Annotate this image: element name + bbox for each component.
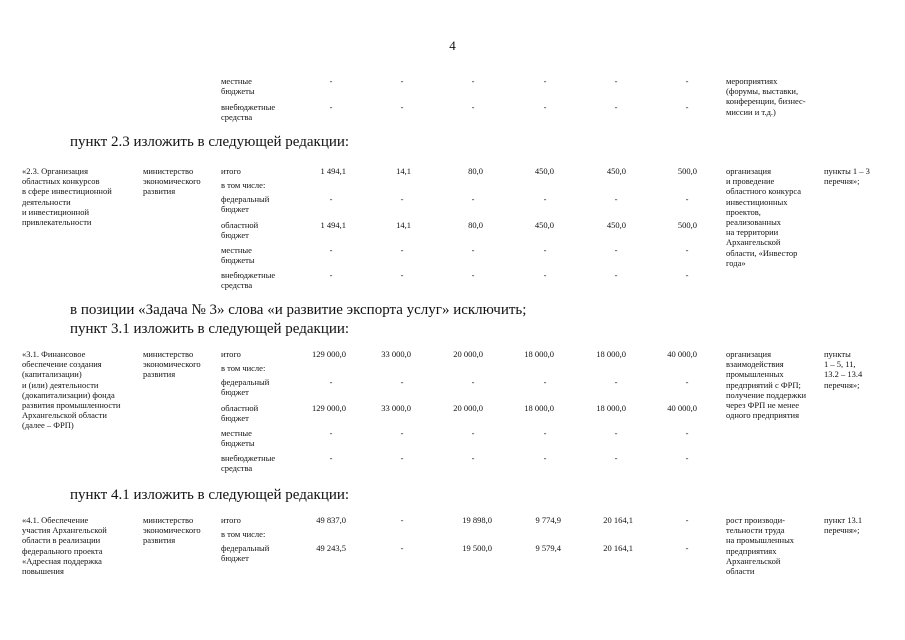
- value-year-3: -: [543, 377, 547, 387]
- value-total: 1 494,1: [320, 220, 346, 230]
- value-total: -: [329, 428, 333, 438]
- value-year-3: 18 000,0: [524, 403, 554, 413]
- value-year-1: -: [400, 428, 404, 438]
- value-year-2: -: [471, 102, 475, 112]
- value-year-5: -: [685, 194, 689, 204]
- value-year-4: -: [614, 270, 618, 280]
- measure-result: рост производи- тельности труда на промышленных предприятиях Архангельской области: [726, 515, 795, 577]
- value-year-1: -: [400, 194, 404, 204]
- value-year-4: -: [614, 377, 618, 387]
- value-total: -: [329, 453, 333, 463]
- value-year-2: -: [471, 270, 475, 280]
- funding-source: итого: [221, 349, 241, 359]
- funding-source: федеральный бюджет: [221, 194, 270, 215]
- value-year-5: -: [685, 270, 689, 280]
- funding-source: внебюджетные средства: [221, 102, 276, 123]
- value-total: -: [329, 76, 333, 86]
- value-year-3: -: [543, 102, 547, 112]
- executor: министерство экономического развития: [143, 166, 201, 197]
- value-total: 1 494,1: [320, 166, 346, 176]
- funding-source: в том числе:: [221, 363, 266, 373]
- funding-source: в том числе:: [221, 529, 266, 539]
- value-year-3: 18 000,0: [524, 349, 554, 359]
- measure-name: «3.1. Финансовое обеспечение создания (капитализации) и (или) деятельности (докапитализации) фонда развития промышленности Архангельской области (далее – ФРП): [22, 349, 121, 431]
- value-year-3: 450,0: [534, 220, 554, 230]
- funding-source: итого: [221, 515, 241, 525]
- value-year-1: 14,1: [396, 166, 411, 176]
- value-year-4: 450,0: [606, 166, 626, 176]
- value-year-2: -: [471, 76, 475, 86]
- funding-source: в том числе:: [221, 180, 266, 190]
- heading-item-3-1: пункт 3.1 изложить в следующей редакции:: [70, 321, 350, 337]
- value-year-3: -: [543, 194, 547, 204]
- value-year-4: 18 000,0: [596, 403, 626, 413]
- value-total: -: [329, 377, 333, 387]
- table-block-3-1: [0, 349, 905, 474]
- table-block-4-1: [0, 515, 905, 581]
- top-section: [0, 76, 905, 126]
- funding-source: внебюджетные средства: [221, 453, 276, 474]
- value-total: 129 000,0: [312, 349, 346, 359]
- value-year-3: -: [543, 270, 547, 280]
- value-year-1: -: [400, 76, 404, 86]
- executor: министерство экономического развития: [143, 515, 201, 546]
- value-year-1: -: [400, 453, 404, 463]
- value-year-5: 500,0: [677, 166, 697, 176]
- value-year-3: 450,0: [534, 166, 554, 176]
- value-year-1: -: [400, 543, 404, 553]
- value-year-5: 40 000,0: [667, 403, 697, 413]
- measure-result: организация взаимодействия промышленных предприятий с ФРП; получение поддержки через ФРП не менее одного предприятия: [726, 349, 806, 421]
- value-year-4: -: [614, 194, 618, 204]
- value-year-4: -: [614, 245, 618, 255]
- measure-result: организация и проведение областного конкурса инвестиционных проектов, реализованных на территории Архангельской области, «Инвестор года»: [726, 166, 801, 268]
- value-year-3: 9 774,9: [535, 515, 561, 525]
- value-total: -: [329, 194, 333, 204]
- funding-source: местные бюджеты: [221, 245, 255, 266]
- value-year-1: -: [400, 515, 404, 525]
- value-year-1: -: [400, 270, 404, 280]
- value-year-3: 9 579,4: [535, 543, 561, 553]
- funding-source: федеральный бюджет: [221, 543, 270, 564]
- value-year-2: 20 000,0: [453, 403, 483, 413]
- indicator-ref: пункты 1 – 3 перечня»;: [824, 166, 870, 187]
- funding-source: местные бюджеты: [221, 76, 255, 97]
- value-year-2: -: [471, 245, 475, 255]
- value-year-5: -: [685, 76, 689, 86]
- value-year-5: -: [685, 377, 689, 387]
- value-year-3: -: [543, 453, 547, 463]
- value-year-5: -: [685, 453, 689, 463]
- executor: министерство экономического развития: [143, 349, 201, 380]
- value-year-1: -: [400, 377, 404, 387]
- value-year-4: 18 000,0: [596, 349, 626, 359]
- value-year-4: 20 164,1: [603, 515, 633, 525]
- value-year-4: -: [614, 102, 618, 112]
- value-year-5: -: [685, 428, 689, 438]
- value-total: -: [329, 270, 333, 280]
- indicator-ref: пункт 13.1 перечня»;: [824, 515, 863, 536]
- value-year-2: 80,0: [468, 220, 483, 230]
- value-year-2: 20 000,0: [453, 349, 483, 359]
- value-year-4: 20 164,1: [603, 543, 633, 553]
- funding-source: областной бюджет: [221, 220, 259, 241]
- heading-item-4-1: пункт 4.1 изложить в следующей редакции:: [70, 487, 350, 503]
- value-total: 49 243,5: [316, 543, 346, 553]
- measure-name: «4.1. Обеспечение участия Архангельской области в реализации федерального проекта «Адресная поддержка повышения: [22, 515, 107, 577]
- value-year-1: 14,1: [396, 220, 411, 230]
- heading-task-3: в позиции «Задача № 3» слова «и развитие экспорта услуг» исключить;: [70, 302, 527, 318]
- value-year-4: 450,0: [606, 220, 626, 230]
- value-year-5: 40 000,0: [667, 349, 697, 359]
- funding-source: итого: [221, 166, 241, 176]
- measure-note: мероприятиях (форумы, выставки, конференции, бизнес- миссии и т.д.): [726, 76, 806, 117]
- measure-name: «2.3. Организация областных конкурсов в сфере инвестиционной деятельности и инвестиционной привлекательности: [22, 166, 112, 228]
- heading-item-2-3: пункт 2.3 изложить в следующей редакции:: [70, 134, 350, 150]
- value-year-1: -: [400, 245, 404, 255]
- value-total: -: [329, 102, 333, 112]
- value-year-1: 33 000,0: [381, 349, 411, 359]
- value-year-2: -: [471, 377, 475, 387]
- value-year-3: -: [543, 428, 547, 438]
- page-number: 4: [449, 38, 456, 53]
- value-year-2: -: [471, 453, 475, 463]
- value-year-2: 80,0: [468, 166, 483, 176]
- value-year-5: -: [685, 245, 689, 255]
- value-year-2: 19 898,0: [462, 515, 492, 525]
- value-total: 49 837,0: [316, 515, 346, 525]
- value-year-2: 19 500,0: [462, 543, 492, 553]
- funding-source: внебюджетные средства: [221, 270, 276, 291]
- value-year-2: -: [471, 194, 475, 204]
- value-year-5: -: [685, 102, 689, 112]
- indicator-ref: пункты 1 – 5, 11, 13.2 – 13.4 перечня»;: [824, 349, 863, 390]
- table-block-2-3: [0, 166, 905, 291]
- value-year-4: -: [614, 453, 618, 463]
- value-year-5: 500,0: [677, 220, 697, 230]
- value-total: 129 000,0: [312, 403, 346, 413]
- funding-source: областной бюджет: [221, 403, 259, 424]
- value-year-3: -: [543, 76, 547, 86]
- value-year-1: -: [400, 102, 404, 112]
- value-year-3: -: [543, 245, 547, 255]
- funding-source: местные бюджеты: [221, 428, 255, 449]
- value-year-2: -: [471, 428, 475, 438]
- value-year-4: -: [614, 428, 618, 438]
- value-year-5: -: [685, 515, 689, 525]
- value-year-1: 33 000,0: [381, 403, 411, 413]
- value-total: -: [329, 245, 333, 255]
- value-year-4: -: [614, 76, 618, 86]
- funding-source: федеральный бюджет: [221, 377, 270, 398]
- value-year-5: -: [685, 543, 689, 553]
